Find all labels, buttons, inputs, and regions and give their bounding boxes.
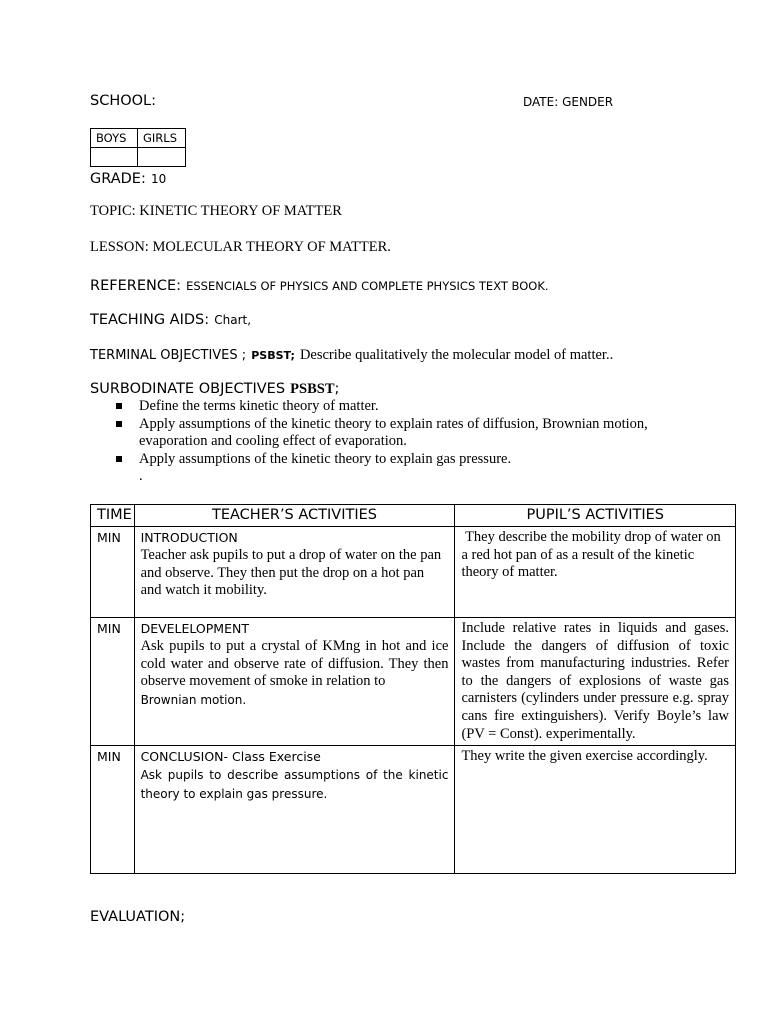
- terminal-objectives-label: TERMINAL OBJECTIVES ;: [90, 348, 247, 363]
- boys-count: [91, 148, 138, 167]
- subordinate-objectives-heading: [90, 378, 339, 398]
- pupil-activities-header: PUPIL’S ACTIVITIES: [455, 505, 736, 527]
- girls-header: GIRLS: [138, 129, 186, 148]
- boys-header: BOYS: [91, 129, 138, 148]
- teacher-cell-text: Teacher ask pupils to put a drop of water on the pan and observe. They then put the drop on a hot pan and watch it mobility.: [140, 547, 442, 599]
- activities-table: [90, 504, 736, 874]
- grade-label: GRADE:: [90, 171, 146, 187]
- time-cell: MIN: [91, 527, 135, 618]
- terminal-objectives-code: PSBST;: [251, 349, 295, 362]
- subordinate-objectives-suffix: ;: [334, 381, 340, 397]
- topic-line: TOPIC: KINETIC THEORY OF MATTER: [90, 203, 342, 219]
- list-trailing-period: .: [139, 468, 143, 484]
- evaluation-label: EVALUATION;: [90, 909, 186, 925]
- bullet-icon: [116, 421, 122, 427]
- pupil-cell: [455, 527, 736, 618]
- list-item-text: Apply assumptions of the kinetic theory to explain gas pressure.: [139, 450, 512, 467]
- reference-value: ESSENCIALS OF PHYSICS AND COMPLETE PHYSICS TEXT BOOK.: [186, 279, 549, 293]
- teaching-aids-line: [90, 309, 251, 328]
- gender-table-header-row: [91, 129, 186, 148]
- teacher-cell-text: Ask pupils to put a crystal of KMng in hot and ice cold water and observe rate of diffusion. They then observe movement of smoke in relation to: [140, 638, 449, 690]
- girls-count: [138, 148, 186, 167]
- list-item: [116, 416, 676, 451]
- terminal-objectives-line: [90, 344, 613, 364]
- teaching-aids-label: TEACHING AIDS:: [90, 312, 210, 328]
- subordinate-objectives-code: PSBST: [290, 381, 335, 397]
- teacher-cell: [134, 746, 455, 874]
- time-header: TIME: [91, 505, 135, 527]
- teacher-cell-text: Ask pupils to describe assumptions of the kinetic theory to explain gas pressure.: [140, 768, 449, 802]
- pupil-cell-text: They write the given exercise accordingly.: [461, 748, 708, 765]
- table-row: [91, 527, 736, 618]
- pupil-cell-text: Include relative rates in liquids and gases. Include the dangers of diffusion of toxic wastes from manufacturing industries. Refer to the dangers of explosions of waste gas carnisters (cylinders under pressure e.g. spray cans fire extinguishers). Verify Boyle’s law (PV = Const). experimentally.: [461, 620, 729, 742]
- reference-label: REFERENCE:: [90, 278, 181, 294]
- teacher-cell-heading: CONCLUSION- Class Exercise: [140, 749, 321, 765]
- teacher-activities-header: TEACHER’S ACTIVITIES: [134, 505, 455, 527]
- terminal-objectives-text: Describe qualitatively the molecular model of matter..: [299, 347, 614, 363]
- school-label: SCHOOL:: [90, 93, 157, 109]
- gender-table-value-row: [91, 148, 186, 167]
- teacher-cell: [134, 618, 455, 746]
- reference-line: [90, 275, 549, 294]
- subordinate-objectives-list: [116, 398, 676, 486]
- lesson-line: LESSON: MOLECULAR THEORY OF MATTER.: [90, 239, 391, 255]
- table-row: [91, 618, 736, 746]
- grade-value: 10: [150, 172, 167, 186]
- teacher-cell-heading: INTRODUCTION: [140, 530, 238, 545]
- pupil-cell: [455, 618, 736, 746]
- teacher-cell-heading: DEVELELOPMENT: [140, 621, 249, 636]
- list-item: [116, 398, 676, 416]
- table-row: [91, 746, 736, 874]
- list-item-text: Apply assumptions of the kinetic theory to explain rates of diffusion, Brownian motion, evaporation and cooling effect of evaporation.: [139, 415, 648, 449]
- pupil-cell: [455, 746, 736, 874]
- teaching-aids-value: Chart,: [214, 313, 252, 327]
- pupil-cell-text: They describe the mobility drop of water on a red hot pan of as a result of the kinetic theory of matter.: [461, 529, 725, 581]
- gender-table: [90, 128, 186, 167]
- teacher-cell: [134, 527, 455, 618]
- list-item-text: Define the terms kinetic theory of matter.: [139, 398, 379, 414]
- subordinate-objectives-label: SURBODINATE OBJECTIVES: [90, 381, 286, 397]
- time-cell: MIN: [91, 746, 135, 874]
- activities-header-row: [91, 505, 736, 527]
- teacher-cell-extra: Brownian motion.: [140, 692, 247, 707]
- list-item: [116, 451, 676, 469]
- bullet-icon: [116, 403, 122, 409]
- grade-line: [90, 168, 166, 187]
- date-gender-label: DATE: GENDER: [523, 95, 614, 109]
- bullet-icon: [116, 456, 122, 462]
- time-cell: MIN: [91, 618, 135, 746]
